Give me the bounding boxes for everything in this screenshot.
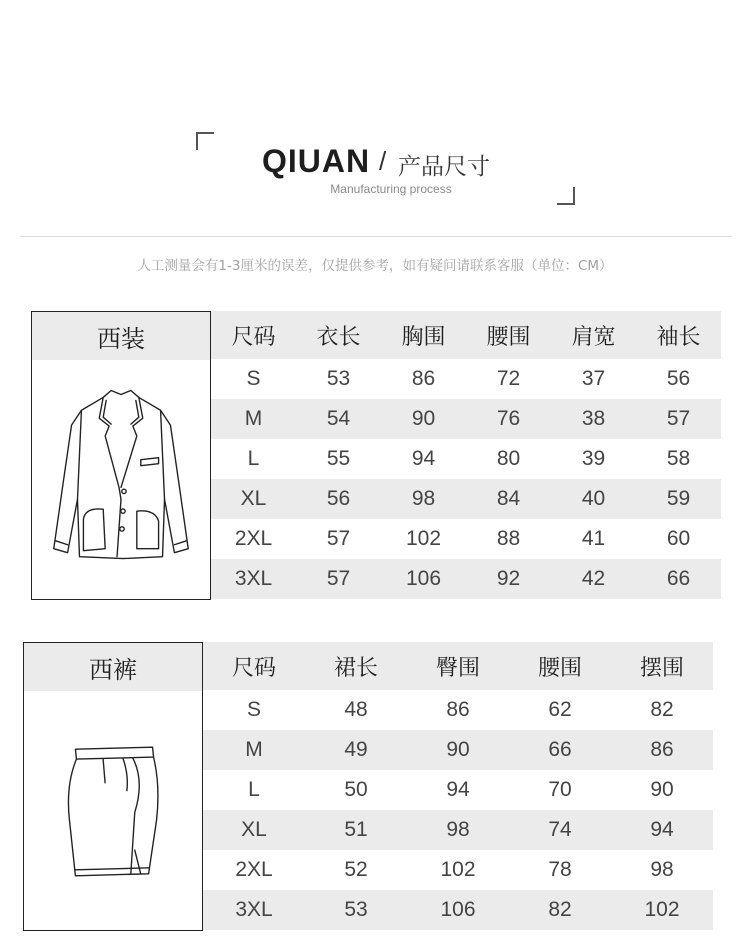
table-cell: 42 [581,567,606,590]
table-cell: 86 [446,698,470,721]
table-cell: 66 [666,567,691,590]
table-cell: 56 [666,367,691,390]
table-cell: 57 [326,527,351,550]
table-row [203,770,713,810]
table-cell: L [248,778,260,801]
suit-jacket-illustration [32,360,210,599]
table-cell: 3XL [234,567,273,590]
table-header-row [203,642,713,690]
table-cell: 84 [496,487,521,510]
table-cell: 98 [650,858,674,881]
table-cell: 40 [581,487,606,510]
table-cell: 90 [411,407,436,430]
table-cell: 90 [446,738,470,761]
table-row [203,850,713,890]
column-header: 腰围 [486,324,531,350]
table-cell: 94 [446,778,470,801]
table-cell: S [246,367,261,390]
column-header: 肩宽 [571,324,616,350]
table-cell: 94 [650,818,674,841]
table-cell: 3XL [235,898,273,921]
table-cell: 41 [581,527,606,550]
table-row [211,439,721,479]
table-cell: 51 [344,818,368,841]
table-row [203,890,713,930]
table-cell: 54 [326,407,351,430]
measurement-note: 人工测量会有1-3厘米的误差，仅提供参考，如有疑问请联系客服（单位：CM） [137,258,613,274]
table-cell: 55 [326,447,351,470]
corner-bracket-bottom-right [557,187,575,205]
title-separator: / [379,146,387,176]
table-cell: 57 [666,407,691,430]
table-cell: 82 [548,898,572,921]
page-title: 产品尺寸 [398,154,490,180]
table-cell: 72 [496,367,521,390]
table-cell: XL [240,487,267,510]
table-cell: 102 [440,858,476,881]
table-cell: 76 [496,407,521,430]
table-cell: 56 [326,487,351,510]
table-cell: 53 [344,898,368,921]
table-cell: 52 [344,858,368,881]
table-cell: M [244,407,263,430]
table-cell: 48 [344,698,368,721]
table-row [203,690,713,730]
suit-label: 西装 [32,312,210,360]
table-cell: 62 [548,698,572,721]
column-header: 腰围 [537,655,582,681]
suit-jacket-drawing [32,360,210,599]
table-cell: 86 [411,367,436,390]
divider [20,236,732,237]
table-cell: 106 [440,898,476,921]
table-cell: 49 [344,738,368,761]
column-header: 胸围 [401,324,446,350]
table-cell: 90 [650,778,674,801]
table-cell: 98 [411,487,436,510]
table-cell: 39 [581,447,606,470]
column-header: 裙长 [333,655,378,681]
table-cell: 80 [496,447,521,470]
table-cell: M [245,738,263,761]
table-row [203,810,713,850]
table-row [211,359,721,399]
brand-title: QIUAN [262,143,371,179]
column-header: 臀围 [435,655,480,681]
table-cell: 2XL [234,527,273,550]
skirt-image-panel [23,642,203,931]
table-cell: 53 [326,367,351,390]
table-cell: 70 [548,778,572,801]
table-cell: 59 [666,487,691,510]
column-header: 尺码 [231,324,276,350]
table-row [211,559,721,599]
table-header-row [211,311,721,359]
table-cell: 106 [405,567,442,590]
table-cell: 57 [326,567,351,590]
table-cell: 37 [581,367,606,390]
suit-size-table [211,311,721,600]
skirt-drawing [24,691,202,930]
table-cell: 102 [644,898,680,921]
table-cell: 86 [650,738,674,761]
table-cell: 92 [496,567,521,590]
table-cell: S [246,698,261,721]
table-row [211,519,721,559]
table-row [211,479,721,519]
column-header: 衣长 [316,324,361,350]
table-cell: XL [241,818,267,841]
corner-bracket-top-left [196,132,214,150]
table-cell: 60 [666,527,691,550]
table-row [211,399,721,439]
skirt-size-table [203,642,713,931]
table-cell: 102 [405,527,442,550]
table-cell: 78 [548,858,572,881]
table-cell: 66 [548,738,572,761]
skirt-label: 西裤 [24,643,202,691]
table-cell: 38 [581,407,606,430]
table-cell: 98 [446,818,470,841]
table-cell: L [247,447,260,470]
column-header: 摆围 [639,655,684,681]
table-cell: 58 [666,447,691,470]
suit-image-panel [31,311,211,600]
table-cell: 94 [411,447,436,470]
table-cell: 74 [548,818,572,841]
table-cell: 88 [496,527,521,550]
skirt-illustration [24,691,202,930]
table-row [203,730,713,770]
table-cell: 50 [344,778,368,801]
column-header: 袖长 [656,324,701,350]
tagline: Manufacturing process [330,182,452,196]
table-cell: 2XL [235,858,273,881]
column-header: 尺码 [231,655,276,681]
table-cell: 82 [650,698,674,721]
